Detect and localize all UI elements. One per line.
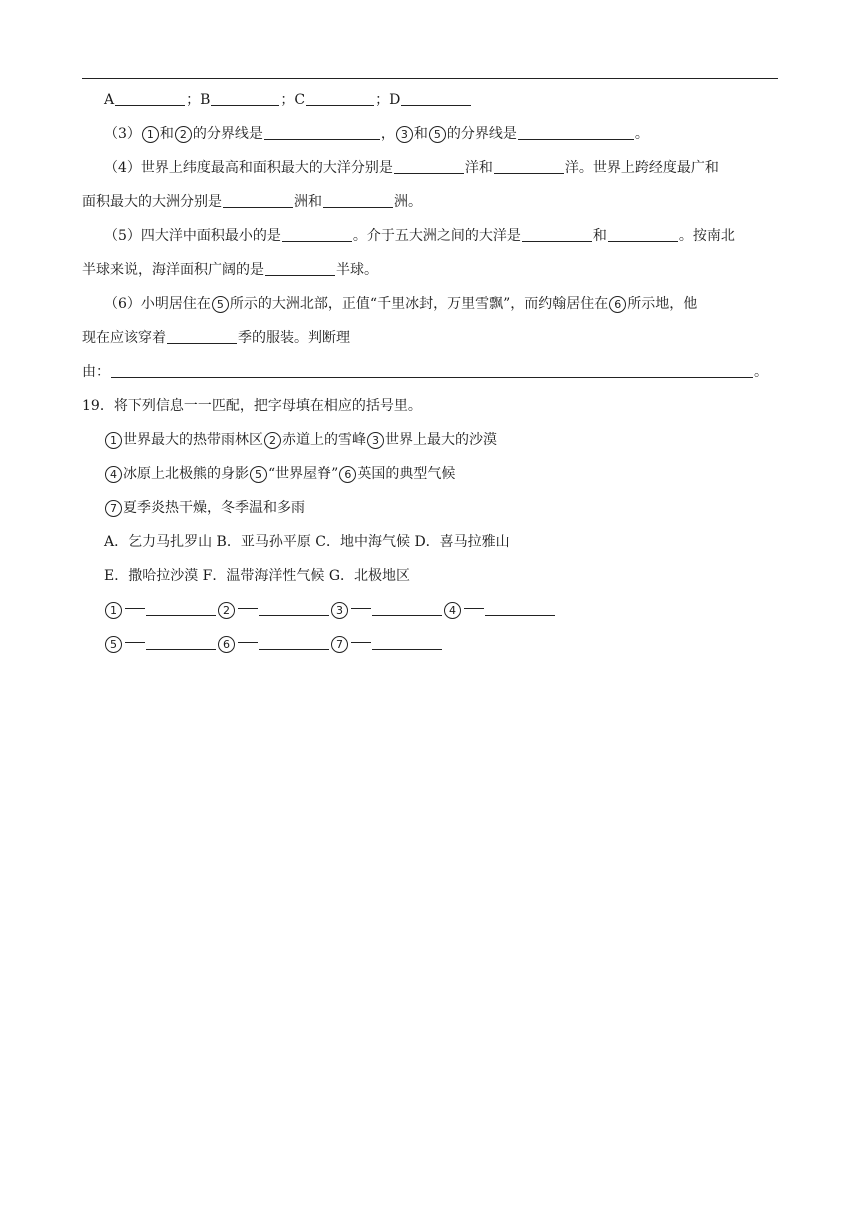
blank-largest-ocean[interactable] — [494, 159, 564, 174]
answer-blank-3[interactable] — [372, 601, 442, 616]
circled-number-6: 6 — [218, 636, 235, 653]
circled-number-3: 3 — [331, 602, 348, 619]
q18-part4-line1: （4）世界上纬度最高和面积最大的大洋分别是 洋和 洋。世界上跨经度最广和 — [104, 160, 719, 176]
blank-a[interactable] — [115, 91, 185, 106]
blank-hemisphere[interactable] — [265, 261, 335, 276]
q18-part4-line2: 面积最大的大洲分别是 洲和 洲。 — [82, 194, 422, 210]
blank-widest-continent[interactable] — [223, 193, 293, 208]
circled-number-4: 4 — [444, 602, 461, 619]
answer-blank-7[interactable] — [372, 635, 442, 650]
blank-reason[interactable] — [111, 363, 753, 378]
circled-number-5: 5 — [212, 296, 229, 313]
circled-number-1: 1 — [142, 126, 159, 143]
label-d: D — [389, 92, 401, 108]
q18-part6-line1: （6）小明居住在 5 所示的大洲北部，正值“千里冰封，万里雪飘”，而约翰居住在 6 所示地，他 — [104, 296, 698, 312]
circled-number-4: 4 — [105, 466, 122, 483]
circled-number-3: 3 — [396, 126, 413, 143]
blank-smallest-ocean[interactable] — [282, 227, 352, 242]
label-a: A — [104, 92, 115, 108]
answer-blank-4[interactable] — [485, 601, 555, 616]
circled-number-2: 2 — [264, 432, 281, 449]
circled-number-5: 5 — [105, 636, 122, 653]
circled-number-7: 7 — [331, 636, 348, 653]
q18-part6-line3: 由： 。 — [82, 364, 768, 380]
answer-blank-5[interactable] — [146, 635, 216, 650]
q19-items-line1: 1 世界最大的热带雨林区 2 赤道上的雪峰 3 世界上最大的沙漠 — [104, 430, 497, 450]
q19-options-line1: A．乞力马扎罗山 B．亚马孙平原 C．地中海气候 D．喜马拉雅山 — [104, 534, 510, 550]
q18-part6-line2: 现在应该穿着 季的服装。判断理 — [82, 330, 350, 346]
q19-answers-line1 — [104, 600, 556, 620]
header-rule — [82, 78, 778, 79]
circled-number-1: 1 — [105, 432, 122, 449]
answer-blank-2[interactable] — [259, 601, 329, 616]
blank-ocean-a[interactable] — [522, 227, 592, 242]
circled-number-1: 1 — [105, 602, 122, 619]
q19-title: 19．将下列信息一一匹配，把字母填在相应的括号里。 — [82, 398, 422, 414]
q18-part3: （3） 1 和 2 的分界线是 ， 3 和 5 的分界线是 。 — [104, 126, 649, 142]
answer-blank-1[interactable] — [146, 601, 216, 616]
blank-season[interactable] — [167, 329, 237, 344]
circled-number-3: 3 — [367, 432, 384, 449]
blank-d[interactable] — [401, 91, 471, 106]
blank-boundary-1-2[interactable] — [264, 125, 380, 140]
label-b: B — [200, 92, 211, 108]
blank-b[interactable] — [211, 91, 279, 106]
answer-blank-6[interactable] — [259, 635, 329, 650]
circled-number-6: 6 — [339, 466, 356, 483]
blank-largest-continent[interactable] — [323, 193, 393, 208]
q19-items-line2: 4 冰原上北极熊的身影 5 “世界屋脊” 6 英国的典型气候 — [104, 464, 455, 484]
blank-highest-ocean[interactable] — [394, 159, 464, 174]
circled-number-2: 2 — [175, 126, 192, 143]
q18-part5-line2: 半球来说，海洋面积广阔的是 半球。 — [82, 262, 378, 278]
circled-number-5: 5 — [429, 126, 446, 143]
q19-options-line2: E．撒哈拉沙漠 F．温带海洋性气候 G．北极地区 — [104, 568, 411, 584]
blank-c[interactable] — [306, 91, 374, 106]
q18-abcd-line: A ；B ；C ；D — [104, 90, 472, 110]
circled-number-7: 7 — [105, 500, 122, 517]
blank-ocean-b[interactable] — [608, 227, 678, 242]
q18-part5-line1: （5）四大洋中面积最小的是 。介于五大洲之间的大洋是 和 。按南北 — [104, 228, 735, 244]
q19-answers-line2 — [104, 634, 443, 654]
circled-number-5: 5 — [250, 466, 267, 483]
label-c: C — [294, 92, 306, 108]
circled-number-6: 6 — [609, 296, 626, 313]
blank-boundary-3-5[interactable] — [518, 125, 634, 140]
circled-number-2: 2 — [218, 602, 235, 619]
q19-items-line3: 7 夏季炎热干燥，冬季温和多雨 — [104, 498, 305, 518]
